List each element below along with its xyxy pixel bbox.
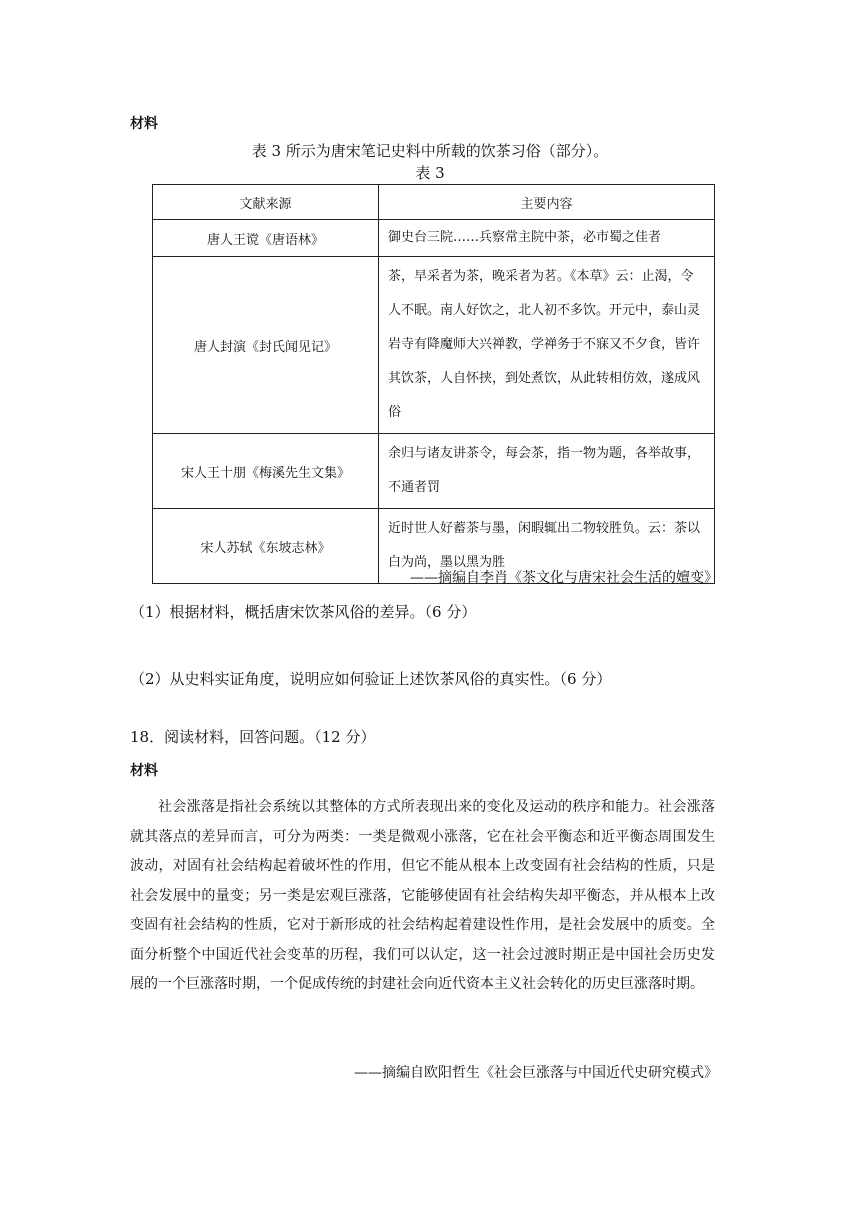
header-content: 主要内容: [379, 185, 715, 220]
source-cell: 宋人苏轼《东坡志林》: [153, 509, 379, 584]
question-18: 18．阅读材料，回答问题。（12 分）: [130, 728, 376, 746]
passage-paragraph: 社会涨落是指社会系统以其整体的方式所表现出来的变化及运动的秩序和能力。社会涨落就其落点的差异而言，可分为两类：一类是微观小涨落，它在社会平衡态和近平衡态周围发生波动，对固有社会结构起着破坏性的作用，但它不能从根本上改变固有社会结构的性质，只是社会发展中的量变；另一类是宏观巨涨落，它能够使固有社会结构失却平衡态，并从根本上改变固有社会结构的性质，它对于新形成的社会结构起着建设性作用，是社会发展中的质变。全面分析整个中国近代社会变革的历程，我们可以认定，这一社会过渡时期正是中国社会历史发展的一个巨涨落时期，一个促成传统的封建社会向近代资本主义社会转化的历史巨涨落时期。: [130, 799, 715, 992]
table-header-row: [153, 185, 715, 220]
header-source: 文献来源: [153, 185, 379, 220]
question-1: （1）根据材料，概括唐宋饮茶风俗的差异。（6 分）: [130, 603, 477, 621]
table-row: [153, 257, 715, 434]
passage-citation: ——摘编自欧阳哲生《社会巨涨落与中国近代史研究模式》: [354, 1065, 718, 1081]
source-cell: 宋人王十朋《梅溪先生文集》: [153, 434, 379, 509]
content-cell: 近时世人好蓄茶与墨，闲暇辄出二物较胜负。云：茶以白为尚，墨以黑为胜: [379, 509, 715, 584]
table-intro: 表 3 所示为唐宋笔记史料中所载的饮茶习俗（部分）。: [251, 142, 609, 160]
question-2: （2）从史料实证角度，说明应如何验证上述饮茶风俗的真实性。（6 分）: [130, 670, 612, 688]
tea-customs-table: [152, 184, 715, 584]
source-cell: 唐人王谠《唐语林》: [153, 220, 379, 257]
table-row: [153, 434, 715, 509]
source-cell: 唐人封演《封氏闻见记》: [153, 257, 379, 434]
material-heading: 材料: [130, 763, 158, 779]
material-heading: 材料: [130, 116, 158, 132]
content-cell: 余归与诸友讲茶令，每会茶，指一物为题，各举故事，不通者罚: [379, 434, 715, 509]
table-caption: 表 3: [415, 164, 445, 182]
content-cell: 茶，早采者为茶，晚采者为茗。《本草》云：止渴，令人不眠。南人好饮之，北人初不多饮。开元中，泰山灵岩寺有降魔师大兴禅教，学禅务于不寐又不夕食，皆许其饮茶，人自怀挟，到处煮饮，从此转相仿效，遂成风俗: [379, 257, 715, 434]
content-cell: 御史台三院……兵察常主院中茶，必市蜀之佳者: [379, 220, 715, 257]
table-row: [153, 220, 715, 257]
table-citation: ——摘编自李肖《茶文化与唐宋社会生活的嬗变》: [410, 570, 718, 586]
